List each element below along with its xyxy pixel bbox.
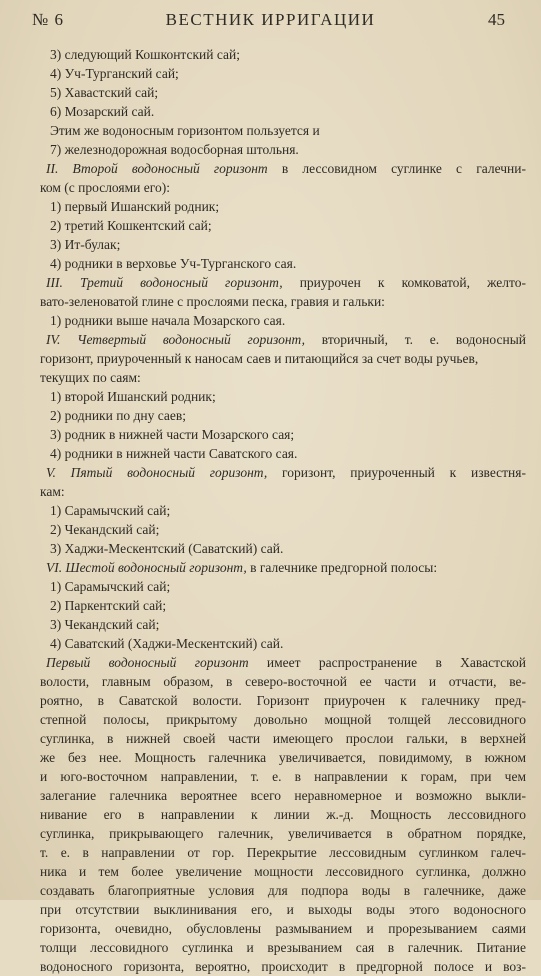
- text-line: [40, 767, 526, 786]
- text-line: [40, 349, 526, 368]
- text-line: [46, 406, 526, 425]
- text-line: [46, 653, 526, 672]
- text-line: [46, 45, 526, 64]
- line-text: горизонт, приуроченный к известня-: [267, 465, 526, 480]
- line-text: нивание его в направлении к линии ж.-д. Мощность лессовидного: [40, 807, 526, 822]
- line-text: и юго-восточном направлении, т. е. в направлении к горам, при чем: [40, 769, 526, 784]
- line-text: степной полосы, прикрытому довольно мощной толщей лессовидного: [40, 712, 526, 727]
- line-text: при отсутствии выклинивания его, и выходы воды этого водоносного: [40, 902, 526, 917]
- text-line: [46, 596, 526, 615]
- text-line: [46, 501, 526, 520]
- line-text: волости, главным образом, в северо-восточной ее части и отчасти, ве-: [40, 674, 526, 689]
- text-line: [46, 311, 526, 330]
- line-text: приурочен к комковатой, желто-: [282, 275, 526, 290]
- text-line: [40, 900, 526, 919]
- line-text: 3) Хаджи-Мескентский (Саватский) сай.: [50, 541, 284, 556]
- text-line: [40, 748, 526, 767]
- line-text: 4) Саватский (Хаджи-Мескентский) сай.: [50, 636, 284, 651]
- text-line: [40, 178, 526, 197]
- line-text: Этим же водоносным горизонтом пользуется и: [50, 123, 320, 138]
- text-line: [40, 292, 526, 311]
- line-text: в лессовидном суглинке с галечни-: [267, 161, 526, 176]
- section-heading: IV. Четвертый водоносный горизонт,: [46, 332, 306, 347]
- text-line: [46, 273, 526, 292]
- line-text: суглинка, прикрывающего галечник, увеличивается в обратном порядке,: [40, 826, 526, 841]
- line-text: 3) Ит-булак;: [50, 237, 121, 252]
- line-text: 7) железнодорожная водосборная штольня.: [50, 142, 299, 157]
- line-text: же без нее. Мощность галечника увеличивается, повидимому, в южном: [40, 750, 526, 765]
- section-heading: VI. Шестой водоносный горизонт,: [46, 560, 247, 575]
- line-text: 3) Чекандский сай;: [50, 617, 160, 632]
- line-text: текущих по саям:: [40, 370, 141, 385]
- line-text: 3) следующий Кошконтский сай;: [50, 47, 240, 62]
- text-line: [46, 197, 526, 216]
- text-line: [40, 786, 526, 805]
- text-line: [46, 121, 526, 140]
- text-line: [40, 368, 526, 387]
- line-text: 5) Хавастский сай;: [50, 85, 159, 100]
- line-text: т. е. в направлении от гор. Перекрытие лессовидным суглинком галеч-: [40, 845, 526, 860]
- line-text: вторичный, т. е. водоносный: [305, 332, 526, 347]
- line-text: кам:: [40, 484, 65, 499]
- line-text: 4) родники в верховье Уч-Турганского сая.: [50, 256, 297, 271]
- line-text: 1) Сарамычский сай;: [50, 503, 171, 518]
- text-line: [46, 558, 526, 577]
- text-line: [46, 425, 526, 444]
- line-text: суглинка, в нижней своей части имеющего прослои гальки, в верхней: [40, 731, 526, 746]
- section-heading: Первый водоносный горизонт: [46, 655, 249, 670]
- line-text: толщи лессовидного суглинка и врезыванием сая в галечник. Питание: [40, 940, 526, 955]
- text-line: [40, 482, 526, 501]
- text-line: [46, 159, 526, 178]
- text-line: [40, 957, 526, 976]
- text-line: [40, 881, 526, 900]
- body-text: [40, 45, 526, 976]
- text-line: [40, 672, 526, 691]
- line-text: 1) второй Ишанский родник;: [50, 389, 216, 404]
- text-line: [46, 102, 526, 121]
- text-line: [40, 824, 526, 843]
- text-line: [46, 64, 526, 83]
- line-text: горизонт, приуроченный к наносам саев и питающийся за счет воды ручьев,: [40, 351, 479, 366]
- text-line: [40, 938, 526, 957]
- line-text: горизонта, очевидно, обусловлены размыванием и прорезыванием саями: [40, 921, 526, 936]
- text-line: [46, 520, 526, 539]
- line-text: залегание галечника вероятнее всего неравномерное и возможно выкли-: [40, 788, 526, 803]
- line-text: роятно, в Саватской волости. Горизонт приурочен к галечнику пред-: [40, 693, 526, 708]
- text-line: [46, 83, 526, 102]
- text-line: [46, 463, 526, 482]
- text-line: [46, 235, 526, 254]
- line-text: 1) первый Ишанский родник;: [50, 199, 220, 214]
- text-line: [46, 330, 526, 349]
- text-line: [46, 634, 526, 653]
- section-heading: V. Пятый водоносный горизонт,: [46, 465, 268, 480]
- text-line: [46, 539, 526, 558]
- page-header: [0, 0, 541, 40]
- section-heading: II. Второй водоносный горизонт: [46, 161, 268, 176]
- text-line: [46, 216, 526, 235]
- line-text: 2) Чекандский сай;: [50, 522, 160, 537]
- line-text: 1) родники выше начала Мозарского сая.: [50, 313, 286, 328]
- text-line: [40, 710, 526, 729]
- line-text: 4) родники в нижней части Саватского сая.: [50, 446, 298, 461]
- line-text: водоносного горизонта, вероятно, происходит в предгорной полосе и воз-: [40, 959, 526, 974]
- text-line: [46, 387, 526, 406]
- line-text: 2) родники по дну саев;: [50, 408, 187, 423]
- text-line: [40, 691, 526, 710]
- text-line: [40, 729, 526, 748]
- line-text: в галечнике предгорной полосы:: [246, 560, 438, 575]
- line-text: вато-зеленоватой глине с прослоями песка, гравия и гальки:: [40, 294, 385, 309]
- line-text: 3) родник в нижней части Мозарского сая;: [50, 427, 295, 442]
- line-text: имеет распространение в Хавастской: [248, 655, 526, 670]
- text-line: [40, 805, 526, 824]
- line-text: создавать благоприятные условия для подпора воды в галечнике, даже: [40, 883, 526, 898]
- line-text: ника и тем более увеличение мощности лессовидного суглинка, должно: [40, 864, 526, 879]
- text-line: [40, 919, 526, 938]
- line-text: 2) Паркентский сай;: [50, 598, 167, 613]
- line-text: 4) Уч-Турганский сай;: [50, 66, 179, 81]
- line-text: 2) третий Кошкентский сай;: [50, 218, 212, 233]
- text-line: [46, 615, 526, 634]
- issue-number: № 6: [32, 10, 64, 29]
- line-text: 6) Мозарский сай.: [50, 104, 155, 119]
- page-number: 45: [488, 10, 505, 29]
- text-line: [46, 254, 526, 273]
- line-text: 1) Сарамычский сай;: [50, 579, 171, 594]
- text-line: [46, 577, 526, 596]
- text-line: [46, 444, 526, 463]
- text-line: [46, 140, 526, 159]
- section-heading: III. Третий водоносный горизонт,: [46, 275, 283, 290]
- journal-title: ВЕСТНИК ИРРИГАЦИИ: [165, 10, 376, 29]
- line-text: ком (с прослоями его):: [40, 180, 170, 195]
- text-line: [40, 862, 526, 881]
- text-line: [40, 843, 526, 862]
